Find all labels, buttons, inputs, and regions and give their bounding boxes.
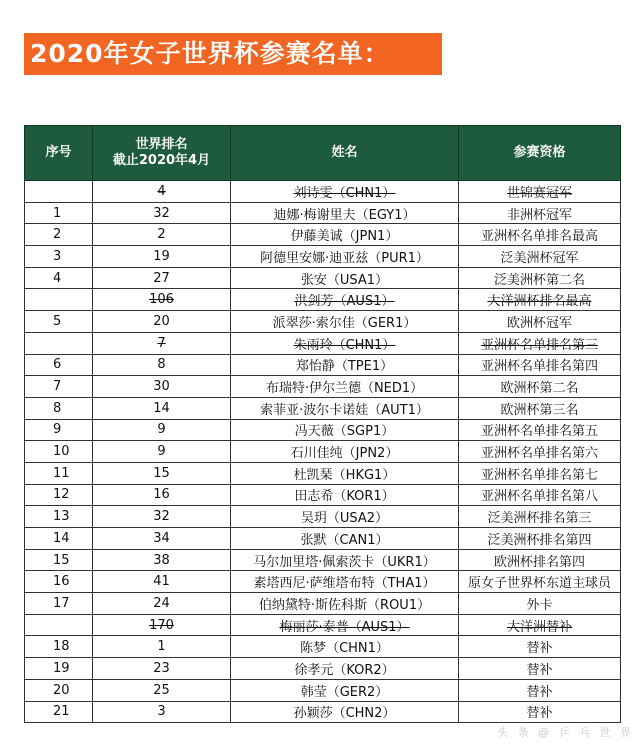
cell-name-text: 吴玥（USA2） bbox=[300, 511, 389, 527]
cell-qualification bbox=[459, 593, 621, 615]
cell-rank bbox=[93, 701, 231, 723]
cell-name-text: 徐孝元（KOR2） bbox=[294, 662, 395, 678]
table-row bbox=[25, 528, 621, 550]
cell-qualification bbox=[459, 332, 621, 354]
cell-qualification bbox=[459, 267, 621, 289]
cell-seq-text: 5 bbox=[53, 313, 62, 329]
cell-qualification bbox=[459, 571, 621, 593]
cell-name-text: 石川佳纯（JPN2） bbox=[290, 446, 399, 462]
cell-name-text: 阿德里安娜·迪亚兹（PUR1） bbox=[260, 250, 429, 266]
cell-seq-text: 18 bbox=[53, 639, 70, 655]
cell-seq-text: 2 bbox=[53, 227, 62, 243]
cell-rank-text: 23 bbox=[153, 660, 170, 676]
cell-name bbox=[231, 658, 459, 680]
cell-seq-text: 17 bbox=[53, 595, 70, 611]
cell-name bbox=[231, 636, 459, 658]
cell-seq bbox=[25, 419, 93, 441]
cell-seq-text: 7 bbox=[53, 379, 62, 395]
table-row bbox=[25, 419, 621, 441]
header-rank bbox=[93, 126, 231, 181]
table-row bbox=[25, 246, 621, 268]
cell-seq bbox=[25, 246, 93, 268]
cell-qualification bbox=[459, 658, 621, 680]
cell-name bbox=[231, 419, 459, 441]
cell-name bbox=[231, 311, 459, 333]
roster-table bbox=[24, 125, 621, 723]
cell-qualification-text: 泛美洲杯冠军 bbox=[500, 250, 579, 266]
cell-name-text: 素塔西尼·萨维塔布特（THA1） bbox=[253, 576, 436, 592]
cell-rank bbox=[93, 181, 231, 203]
cell-name-text: 张安（USA1） bbox=[300, 272, 389, 288]
cell-seq-text: 11 bbox=[53, 465, 70, 481]
cell-seq-text: 1 bbox=[53, 205, 62, 221]
cell-seq bbox=[25, 701, 93, 723]
cell-rank bbox=[93, 419, 231, 441]
cell-name-text: 郑怡静（TPE1） bbox=[295, 359, 394, 375]
cell-rank bbox=[93, 441, 231, 463]
header-name: 姓名 bbox=[231, 126, 459, 181]
cell-qualification bbox=[459, 462, 621, 484]
cell-qualification-text: 替补 bbox=[526, 684, 553, 700]
cell-seq-text: 10 bbox=[53, 444, 70, 460]
cell-qualification-text: 泛美洲杯排名第四 bbox=[487, 532, 592, 548]
cell-qualification bbox=[459, 484, 621, 506]
cell-name bbox=[231, 528, 459, 550]
cell-seq bbox=[25, 462, 93, 484]
cell-rank-text: 32 bbox=[153, 205, 170, 221]
cell-rank-text: 9 bbox=[157, 444, 166, 460]
cell-name-text: 洪剑芳（AUS1） bbox=[294, 294, 395, 310]
cell-seq-text: 16 bbox=[53, 574, 70, 590]
cell-rank-text: 32 bbox=[153, 509, 170, 525]
cell-qualification-text: 欧洲杯冠军 bbox=[506, 315, 572, 331]
table-row bbox=[25, 571, 621, 593]
cell-name bbox=[231, 593, 459, 615]
cell-rank bbox=[93, 506, 231, 528]
cell-name-text: 杜凯琹（HKG1） bbox=[293, 467, 396, 483]
cell-name bbox=[231, 549, 459, 571]
cell-seq bbox=[25, 484, 93, 506]
cell-name-text: 派翠莎·索尔佳（GER1） bbox=[272, 315, 417, 331]
cell-seq bbox=[25, 289, 93, 311]
table-header bbox=[25, 126, 621, 181]
cell-seq bbox=[25, 224, 93, 246]
table-row bbox=[25, 658, 621, 680]
cell-rank-text: 15 bbox=[153, 465, 170, 481]
cell-qualification-text: 欧洲杯第二名 bbox=[500, 381, 579, 397]
cell-qualification bbox=[459, 311, 621, 333]
cell-rank bbox=[93, 246, 231, 268]
cell-qualification bbox=[459, 419, 621, 441]
cell-name bbox=[231, 614, 459, 636]
cell-seq bbox=[25, 549, 93, 571]
table-row bbox=[25, 332, 621, 354]
cell-name-text: 张默（CAN1） bbox=[300, 532, 389, 548]
cell-rank bbox=[93, 397, 231, 419]
cell-seq-text: 4 bbox=[53, 270, 62, 286]
cell-name bbox=[231, 484, 459, 506]
cell-rank bbox=[93, 484, 231, 506]
cell-rank bbox=[93, 636, 231, 658]
cell-rank bbox=[93, 354, 231, 376]
cell-rank bbox=[93, 224, 231, 246]
cell-qualification-text: 世锦赛冠军 bbox=[506, 185, 572, 201]
cell-rank-text: 19 bbox=[153, 248, 170, 264]
cell-name-text: 刘诗雯（CHN1） bbox=[293, 185, 396, 201]
table-row bbox=[25, 679, 621, 701]
table-row bbox=[25, 701, 621, 723]
cell-qualification-text: 亚洲杯名单排名第八 bbox=[480, 489, 598, 505]
cell-qualification bbox=[459, 181, 621, 203]
header-qualification: 参赛资格 bbox=[459, 126, 621, 181]
cell-name bbox=[231, 441, 459, 463]
cell-rank-text: 3 bbox=[157, 704, 166, 720]
cell-seq-text: 14 bbox=[53, 530, 70, 546]
cell-qualification-text: 大洋洲杯排名最高 bbox=[487, 294, 592, 310]
cell-name bbox=[231, 224, 459, 246]
cell-name bbox=[231, 462, 459, 484]
cell-qualification bbox=[459, 441, 621, 463]
cell-qualification bbox=[459, 549, 621, 571]
watermark: 头 条 @ 乒 乓 世 界 bbox=[497, 726, 634, 739]
cell-rank-text: 2 bbox=[157, 227, 166, 243]
cell-rank bbox=[93, 528, 231, 550]
cell-seq bbox=[25, 376, 93, 398]
cell-name-text: 伯纳黛特·斯佐科斯（ROU1） bbox=[258, 597, 431, 613]
cell-seq-text: 20 bbox=[53, 682, 70, 698]
table-row bbox=[25, 549, 621, 571]
table-row bbox=[25, 506, 621, 528]
cell-name-text: 陈梦（CHN1） bbox=[300, 641, 389, 657]
cell-name-text: 迪娜·梅谢里夫（EGY1） bbox=[273, 207, 416, 223]
cell-name-text: 韩莹（GER2） bbox=[300, 684, 389, 700]
cell-seq bbox=[25, 636, 93, 658]
cell-qualification-text: 亚洲杯名单排名第五 bbox=[480, 424, 598, 440]
cell-rank-text: 9 bbox=[157, 422, 166, 438]
cell-seq-text: 9 bbox=[53, 422, 62, 438]
table-row bbox=[25, 181, 621, 203]
cell-rank-text: 7 bbox=[157, 335, 166, 351]
cell-name bbox=[231, 267, 459, 289]
cell-qualification bbox=[459, 636, 621, 658]
cell-rank bbox=[93, 289, 231, 311]
header-rank-line1: 世界排名 bbox=[135, 137, 188, 152]
cell-qualification bbox=[459, 289, 621, 311]
cell-qualification bbox=[459, 701, 621, 723]
cell-rank-text: 38 bbox=[153, 552, 170, 568]
cell-rank-text: 170 bbox=[149, 617, 174, 633]
cell-qualification-text: 亚洲杯名单排名第六 bbox=[480, 446, 598, 462]
cell-qualification-text: 替补 bbox=[526, 706, 553, 722]
cell-seq bbox=[25, 311, 93, 333]
cell-rank bbox=[93, 462, 231, 484]
cell-qualification bbox=[459, 376, 621, 398]
table-row bbox=[25, 593, 621, 615]
cell-qualification bbox=[459, 397, 621, 419]
cell-rank-text: 20 bbox=[153, 313, 170, 329]
cell-name bbox=[231, 701, 459, 723]
cell-qualification bbox=[459, 202, 621, 224]
cell-rank bbox=[93, 376, 231, 398]
cell-qualification-text: 大洋洲替补 bbox=[506, 619, 572, 635]
table-row bbox=[25, 397, 621, 419]
cell-seq-text: 13 bbox=[53, 509, 70, 525]
cell-seq-text: 19 bbox=[53, 660, 70, 676]
table-row bbox=[25, 636, 621, 658]
cell-rank bbox=[93, 311, 231, 333]
cell-rank bbox=[93, 679, 231, 701]
cell-seq bbox=[25, 202, 93, 224]
cell-qualification-text: 外卡 bbox=[526, 597, 553, 613]
cell-seq bbox=[25, 397, 93, 419]
page-title: 2020年女子世界杯参赛名单： bbox=[24, 33, 442, 75]
cell-name-text: 伊藤美诚（JPN1） bbox=[290, 229, 399, 245]
cell-qualification bbox=[459, 506, 621, 528]
cell-qualification-text: 泛美洲杯排名第三 bbox=[487, 511, 592, 527]
cell-qualification-text: 非洲杯冠军 bbox=[506, 207, 572, 223]
cell-qualification-text: 亚洲杯名单排名第七 bbox=[480, 467, 598, 483]
cell-seq bbox=[25, 571, 93, 593]
table-row bbox=[25, 441, 621, 463]
cell-rank bbox=[93, 614, 231, 636]
cell-rank bbox=[93, 549, 231, 571]
cell-qualification-text: 原女子世界杯东道主球员 bbox=[467, 576, 611, 592]
cell-name bbox=[231, 679, 459, 701]
cell-rank-text: 30 bbox=[153, 379, 170, 395]
cell-qualification bbox=[459, 679, 621, 701]
cell-seq-text: 21 bbox=[53, 704, 70, 720]
table-row bbox=[25, 354, 621, 376]
cell-qualification-text: 亚洲杯名单排名最高 bbox=[480, 229, 598, 245]
cell-qualification bbox=[459, 354, 621, 376]
cell-qualification-text: 替补 bbox=[526, 662, 553, 678]
cell-name bbox=[231, 397, 459, 419]
cell-rank-text: 25 bbox=[153, 682, 170, 698]
cell-name-text: 梅丽莎·泰普（AUS1） bbox=[279, 619, 410, 635]
cell-rank-text: 4 bbox=[157, 183, 166, 199]
cell-name-text: 冯天薇（SGP1） bbox=[294, 424, 395, 440]
table-row bbox=[25, 224, 621, 246]
cell-seq-text: 15 bbox=[53, 552, 70, 568]
cell-rank-text: 34 bbox=[153, 530, 170, 546]
table-row bbox=[25, 311, 621, 333]
cell-qualification-text: 欧洲杯排名第四 bbox=[493, 554, 585, 570]
cell-seq bbox=[25, 593, 93, 615]
table-row bbox=[25, 484, 621, 506]
cell-seq bbox=[25, 332, 93, 354]
cell-seq bbox=[25, 506, 93, 528]
cell-name-text: 田志希（KOR1） bbox=[294, 489, 395, 505]
cell-seq bbox=[25, 441, 93, 463]
cell-qualification bbox=[459, 246, 621, 268]
cell-qualification-text: 亚洲杯名单排名第三 bbox=[480, 337, 598, 353]
cell-seq bbox=[25, 354, 93, 376]
cell-seq-text: 12 bbox=[53, 487, 70, 503]
table-row bbox=[25, 462, 621, 484]
table-row bbox=[25, 614, 621, 636]
cell-seq bbox=[25, 181, 93, 203]
cell-rank bbox=[93, 571, 231, 593]
cell-seq-text: 6 bbox=[53, 357, 62, 373]
cell-qualification-text: 替补 bbox=[526, 641, 553, 657]
cell-rank bbox=[93, 267, 231, 289]
cell-name bbox=[231, 506, 459, 528]
cell-rank bbox=[93, 332, 231, 354]
cell-name bbox=[231, 181, 459, 203]
cell-rank-text: 27 bbox=[153, 270, 170, 286]
table-row bbox=[25, 267, 621, 289]
header-rank-line2: 截止2020年4月 bbox=[112, 153, 211, 168]
cell-rank-text: 16 bbox=[153, 487, 170, 503]
cell-name bbox=[231, 289, 459, 311]
cell-rank bbox=[93, 202, 231, 224]
cell-rank-text: 14 bbox=[153, 400, 170, 416]
cell-name bbox=[231, 376, 459, 398]
cell-rank-text: 41 bbox=[153, 574, 170, 590]
cell-rank-text: 106 bbox=[149, 292, 174, 308]
header-seq: 序号 bbox=[25, 126, 93, 181]
cell-rank bbox=[93, 658, 231, 680]
cell-name bbox=[231, 354, 459, 376]
cell-seq bbox=[25, 614, 93, 636]
cell-seq-text: 8 bbox=[53, 400, 62, 416]
cell-qualification bbox=[459, 614, 621, 636]
cell-name bbox=[231, 332, 459, 354]
table-body bbox=[25, 181, 621, 723]
cell-name-text: 布瑞特·伊尔兰德（NED1） bbox=[265, 381, 424, 397]
cell-name bbox=[231, 202, 459, 224]
cell-seq bbox=[25, 267, 93, 289]
cell-rank-text: 24 bbox=[153, 595, 170, 611]
cell-rank-text: 1 bbox=[157, 639, 166, 655]
cell-seq bbox=[25, 658, 93, 680]
cell-name-text: 索菲亚·波尔卡诺娃（AUT1） bbox=[260, 402, 429, 418]
table-row bbox=[25, 376, 621, 398]
cell-rank bbox=[93, 593, 231, 615]
cell-seq bbox=[25, 528, 93, 550]
cell-qualification bbox=[459, 224, 621, 246]
cell-name-text: 朱雨玲（CHN1） bbox=[293, 337, 396, 353]
cell-name bbox=[231, 246, 459, 268]
cell-qualification bbox=[459, 528, 621, 550]
cell-name-text: 孙颖莎（CHN2） bbox=[293, 706, 396, 722]
cell-rank-text: 8 bbox=[157, 357, 166, 373]
cell-seq-text: 3 bbox=[53, 248, 62, 264]
cell-qualification-text: 泛美洲杯第二名 bbox=[493, 272, 585, 288]
cell-name-text: 马尔加里塔·佩索茨卡（UKR1） bbox=[253, 554, 436, 570]
cell-qualification-text: 欧洲杯第三名 bbox=[500, 402, 579, 418]
cell-seq bbox=[25, 679, 93, 701]
table-row bbox=[25, 289, 621, 311]
cell-name bbox=[231, 571, 459, 593]
table-row bbox=[25, 202, 621, 224]
cell-qualification-text: 亚洲杯名单排名第四 bbox=[480, 359, 598, 375]
